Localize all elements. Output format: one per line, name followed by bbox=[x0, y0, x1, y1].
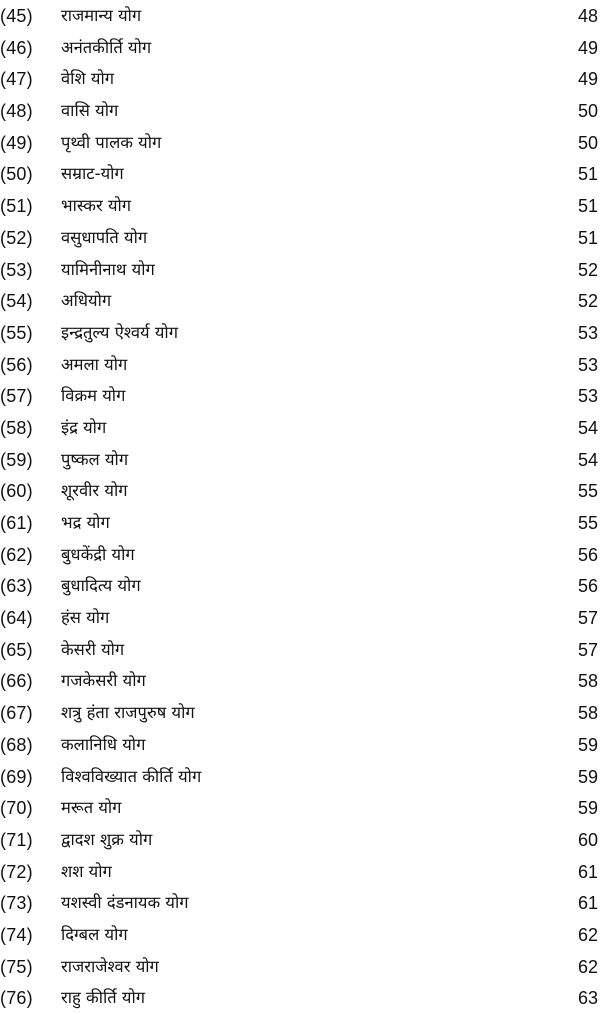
entry-page-number: 51 bbox=[577, 164, 598, 185]
entry-page-number: 57 bbox=[577, 608, 598, 629]
entry-page-number: 50 bbox=[577, 101, 598, 122]
toc-entry bbox=[0, 792, 600, 824]
entry-page-number: 49 bbox=[577, 69, 598, 90]
entry-title: राजमान्य योग bbox=[61, 6, 142, 25]
toc-entry bbox=[0, 158, 600, 190]
toc-entry bbox=[0, 349, 600, 381]
entry-page-number: 59 bbox=[577, 734, 598, 755]
toc-entry bbox=[0, 824, 600, 856]
entry-number: (76) bbox=[0, 988, 33, 1009]
entry-page-number: 58 bbox=[577, 671, 598, 692]
entry-page-number: 52 bbox=[577, 291, 598, 312]
toc-entry bbox=[0, 190, 600, 222]
entry-number: (46) bbox=[0, 37, 33, 58]
entry-title: शत्रु हंता राजपुरुष योग bbox=[61, 703, 195, 723]
entry-number: (56) bbox=[0, 354, 33, 375]
entry-title: भद्र योग bbox=[61, 513, 110, 532]
toc-entry bbox=[0, 887, 600, 919]
toc-entry bbox=[0, 982, 600, 1014]
entry-page-number: 54 bbox=[577, 449, 598, 470]
entry-title: विक्रम योग bbox=[61, 386, 126, 406]
toc-entry bbox=[0, 697, 600, 729]
entry-page-number: 55 bbox=[577, 513, 598, 533]
entry-page-number: 59 bbox=[577, 766, 598, 787]
toc-entry bbox=[0, 0, 600, 32]
entry-title: राजराजेश्वर योग bbox=[61, 956, 159, 976]
entry-number: (66) bbox=[0, 671, 33, 692]
toc-entry bbox=[0, 285, 600, 317]
entry-number: (47) bbox=[0, 69, 33, 90]
entry-title: वसुधापति योग bbox=[61, 227, 148, 247]
entry-page-number: 57 bbox=[577, 639, 598, 660]
entry-page-number: 52 bbox=[577, 259, 598, 280]
entry-page-number: 61 bbox=[577, 861, 598, 882]
entry-title: विश्वविख्यात कीर्ति योग bbox=[61, 766, 202, 786]
toc-entry bbox=[0, 63, 600, 95]
entry-title: इन्द्रतुल्य ऐश्वर्य योग bbox=[61, 322, 178, 342]
toc-entry bbox=[0, 539, 600, 571]
toc-entry bbox=[0, 412, 600, 444]
entry-page-number: 51 bbox=[577, 196, 598, 217]
entry-page-number: 53 bbox=[577, 386, 598, 407]
toc-entry bbox=[0, 127, 600, 159]
entry-number: (48) bbox=[0, 101, 33, 122]
entry-title: सम्राट-योग bbox=[61, 164, 124, 184]
entry-page-number: 56 bbox=[577, 544, 598, 565]
entry-title: वासि योग bbox=[61, 101, 119, 121]
entry-number: (53) bbox=[0, 259, 33, 280]
entry-page-number: 61 bbox=[577, 893, 598, 914]
entry-title: हंस योग bbox=[61, 608, 110, 628]
entry-title: अमला योग bbox=[61, 354, 128, 374]
entry-number: (58) bbox=[0, 417, 33, 438]
entry-page-number: 49 bbox=[577, 37, 598, 58]
entry-title: शश योग bbox=[61, 861, 112, 881]
toc-entry bbox=[0, 317, 600, 349]
entry-page-number: 62 bbox=[577, 924, 598, 945]
entry-page-number: 58 bbox=[577, 703, 598, 724]
toc-entry bbox=[0, 380, 600, 412]
entry-number: (64) bbox=[0, 608, 33, 629]
entry-number: (54) bbox=[0, 291, 33, 312]
entry-number: (50) bbox=[0, 164, 33, 185]
entry-number: (49) bbox=[0, 132, 33, 153]
toc-entry bbox=[0, 570, 600, 602]
entry-page-number: 50 bbox=[577, 132, 598, 153]
entry-title: गजकेसरी योग bbox=[61, 671, 146, 691]
entry-title: अनंतकीर्ति योग bbox=[61, 37, 152, 57]
toc-entry bbox=[0, 254, 600, 286]
entry-number: (61) bbox=[0, 513, 33, 533]
entry-page-number: 60 bbox=[577, 829, 598, 850]
entry-title: राहु कीर्ति योग bbox=[61, 988, 146, 1008]
toc-entry bbox=[0, 856, 600, 888]
toc-entry bbox=[0, 919, 600, 951]
entry-title: यशस्वी दंडनायक योग bbox=[61, 893, 189, 913]
toc-entry bbox=[0, 95, 600, 127]
entry-title: पृथ्वी पालक योग bbox=[61, 132, 162, 152]
toc-entry bbox=[0, 507, 600, 539]
entry-title: मरूत योग bbox=[61, 798, 122, 818]
entry-title: बुधादित्य योग bbox=[61, 576, 141, 596]
entry-number: (71) bbox=[0, 829, 33, 850]
entry-number: (73) bbox=[0, 893, 33, 914]
entry-page-number: 63 bbox=[577, 988, 598, 1009]
entry-number: (67) bbox=[0, 703, 33, 724]
toc-entry bbox=[0, 444, 600, 476]
entry-title: इंद्र योग bbox=[61, 417, 107, 437]
entry-page-number: 51 bbox=[577, 227, 598, 248]
entry-title: शूरवीर योग bbox=[61, 481, 128, 501]
entry-number: (68) bbox=[0, 734, 33, 755]
entry-title: यामिनीनाथ योग bbox=[61, 259, 155, 279]
entry-title: वेशि योग bbox=[61, 69, 115, 89]
entry-title: दिग्बल योग bbox=[61, 924, 128, 944]
entry-number: (57) bbox=[0, 386, 33, 407]
entry-number: (69) bbox=[0, 766, 33, 787]
entry-page-number: 56 bbox=[577, 576, 598, 597]
entry-title: बुधकेंद्री योग bbox=[61, 544, 135, 564]
entry-number: (55) bbox=[0, 322, 33, 343]
entry-title: केसरी योग bbox=[61, 639, 125, 659]
entry-page-number: 62 bbox=[577, 956, 598, 977]
toc-entry bbox=[0, 32, 600, 64]
entry-number: (65) bbox=[0, 639, 33, 660]
entry-page-number: 59 bbox=[577, 798, 598, 819]
toc-entry bbox=[0, 475, 600, 507]
entry-number: (45) bbox=[0, 6, 33, 26]
entry-title: अधियोग bbox=[61, 291, 112, 311]
entry-title: द्वादश शुक्र योग bbox=[61, 829, 153, 849]
entry-page-number: 48 bbox=[577, 6, 598, 26]
toc-entry bbox=[0, 634, 600, 666]
entry-title: पुष्कल योग bbox=[61, 449, 129, 469]
toc-entry bbox=[0, 665, 600, 697]
entry-number: (59) bbox=[0, 449, 33, 470]
entry-page-number: 55 bbox=[577, 481, 598, 502]
toc-entry bbox=[0, 729, 600, 761]
entry-number: (63) bbox=[0, 576, 33, 597]
toc-entry bbox=[0, 222, 600, 254]
entry-page-number: 53 bbox=[577, 322, 598, 343]
entry-number: (72) bbox=[0, 861, 33, 882]
entry-title: भास्कर योग bbox=[61, 196, 132, 216]
entry-number: (60) bbox=[0, 481, 33, 502]
entry-number: (51) bbox=[0, 196, 33, 217]
entry-page-number: 54 bbox=[577, 417, 598, 438]
toc-entry bbox=[0, 951, 600, 983]
entry-number: (52) bbox=[0, 227, 33, 248]
entry-title: कलानिधि योग bbox=[61, 734, 146, 754]
toc-entry bbox=[0, 602, 600, 634]
entry-number: (70) bbox=[0, 798, 33, 819]
entry-number: (75) bbox=[0, 956, 33, 977]
entry-page-number: 53 bbox=[577, 354, 598, 375]
entry-number: (62) bbox=[0, 544, 33, 565]
toc-entry bbox=[0, 761, 600, 793]
entry-number: (74) bbox=[0, 924, 33, 945]
